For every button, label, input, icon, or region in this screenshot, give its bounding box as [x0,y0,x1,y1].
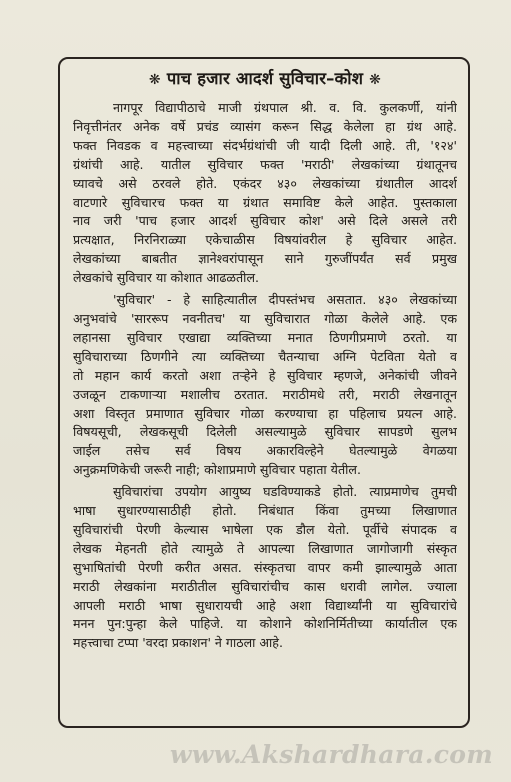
text-line: 'सुविचार' - हे साहित्यातील दीपस्तंभच असतात. ४३० लेखकांच्या [113,292,457,308]
text-line: लेखकांचे सुविचार या कोशात आढळतील. [73,270,259,286]
text-line: नाव जरी 'पाच हजार आदर्श सुविचार कोश' असे दिले असले तरी [73,213,457,229]
text-line: लहानसा सुविचार एखाद्या व्यक्तिच्या मनात ठिणगीप्रमाणे ठरतो. या [73,329,457,345]
title-text: पाच हजार आदर्श सुविचार–कोश [166,69,364,88]
text-line: महत्त्वाचा टप्पा 'वरदा प्रकाशन' ने गाठला आहे. [73,635,283,651]
paragraph [73,291,457,480]
page-title [73,68,457,91]
text-line: भाषा सुधारण्यासाठीही होतो. निबंधात किंवा तुमच्या लिखाणात [73,503,457,519]
text-line: जाईल तसेच सर्व विषय अकारविल्हेने घेतल्यामुळे वेगळया [73,443,457,459]
text-line: अनुभवांचे 'साररूप नवनीतच' या सुविचारात गोळा केलेले आहे. एक [73,310,457,326]
paragraph [73,99,457,288]
text-line: मराठी लेखकांना मराठीतील सुविचारांचीच कास धरावी लागेल. ज्याला [73,578,457,594]
text-line: फक्त निवडक व महत्त्वाच्या संदर्भग्रंथांची जी यादी दिली आहे. ती, '१२४' [73,137,457,153]
text-line: मनन पुन:पुन्हा केले पाहिजे. या कोशाने कोशनिर्मितीच्या कार्यातील एक [73,616,457,632]
text-line: सुविचारांचा उपयोग आयुष्य घडविण्याकडे होतो. त्याप्रमाणेच तुमची [113,484,457,500]
text-line: वाटणारे सुविचारच फक्त या ग्रंथात समाविष्ट केले आहेत. पुस्तकाला [73,194,457,210]
paragraph [73,483,457,653]
text-line: सुविचाराच्या ठिणगीने त्या व्यक्तिच्या चैतन्याचा अग्नि पेटविता येतो व [73,348,457,364]
text-line: सुविचारांची पेरणी केल्यास भाषेला एक डौल येतो. पूर्वीचे संपादक व [73,521,457,537]
text-line: लेखकांच्या बाबतीत ज्ञानेश्वरांपासून साने गुरुजींपर्यंत सर्व प्रमुख [73,251,457,267]
ornament-right-icon: ❋ [369,72,382,88]
text-line: आपली मराठी भाषा सुधारायची आहे अशा विद्यार्थ्यांनी या सुविचारांचे [73,597,457,613]
text-line: विषयसूची, लेखकसूची दिलेली असल्यामुळे सुविचार सापडणे सुलभ [73,424,457,440]
text-line: अनुक्रमणिकेची जरूरी नाही; कोशाप्रमाणे सुविचार पहाता येतील. [73,462,361,478]
text-line: अशा विस्तृत प्रमाणात सुविचार गोळा करण्याचा हा पहिलाच प्रयत्न आहे. [73,405,457,421]
text-line: लेखक मेहनती होते त्यामुळे ते आपल्या लिखाणात जागोजागी संस्कृत [73,540,457,556]
text-line: निवृत्तीनंतर अनेक वर्षे प्रचंड व्यासंग करून सिद्ध केलेला हा ग्रंथ आहे. [73,118,457,134]
text-line: तो महान कार्य करतो अशा तऱ्हेने हे सुविचार म्हणजे, अनेकांची जीवने [73,367,457,383]
text-line: उजळून टाकणाऱ्या मशालीच ठरतात. मराठीमधे तरी, मराठी लेखनातून [73,386,457,402]
ornament-left-icon: ❋ [148,72,161,88]
text-frame [58,57,470,728]
text-line: ग्रंथांची आहे. यातील सुविचार फक्त 'मराठी' लेखकांच्या ग्रंथातूनच [73,156,457,172]
description-body [73,99,457,653]
text-line: घ्यावचे असे ठरवले होते. एकंदर ४३० लेखकांच्या ग्रंथातील आदर्श [73,175,457,191]
text-line: नागपूर विद्यापीठाचे माजी ग्रंथपाल श्री. व. वि. कुलकर्णी, यांनी [113,100,457,115]
text-line: प्रत्यक्षात, निरनिराळ्या एकेचाळीस विषयांवरील हे सुविचार आहेत. [73,232,457,248]
text-line: सुभाषितांची पेरणी करीत असत. संस्कृतचा वापर कमी झाल्यामुळे आता [73,559,457,575]
watermark: www.Akshardhara.com [169,740,493,769]
